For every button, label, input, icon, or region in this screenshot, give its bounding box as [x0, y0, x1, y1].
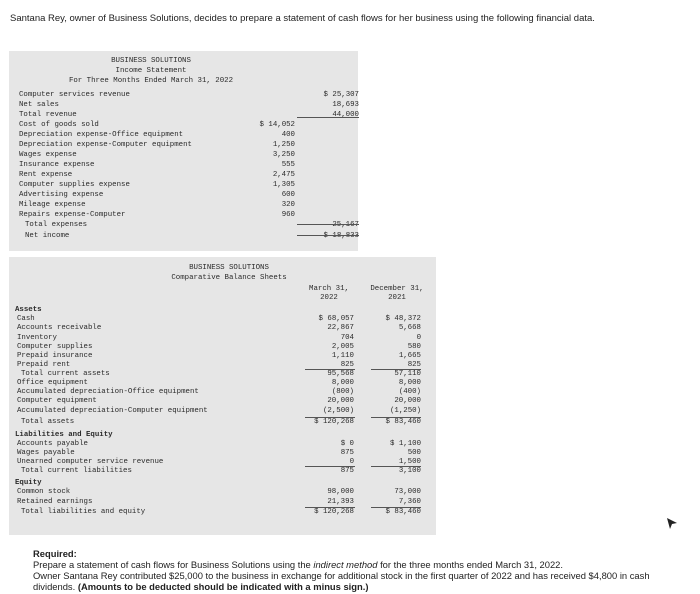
underline [371, 369, 421, 370]
income-row-label: Computer supplies expense [19, 181, 130, 189]
balance-sheet-title: Comparative Balance Sheets [171, 274, 287, 282]
balance-row-december-amount: (400) [398, 388, 421, 396]
underline [305, 507, 355, 508]
balance-row-december-amount: 1,500 [398, 458, 421, 466]
balance-row-label: Accounts payable [17, 440, 88, 448]
balance-row-march-amount: 98,000 [327, 488, 354, 496]
col-header-march-line1: March 31, [309, 285, 349, 293]
balance-row-label: Retained earnings [17, 498, 93, 506]
underline [305, 466, 355, 467]
underline [297, 235, 359, 236]
income-row-label: Computer services revenue [19, 91, 130, 99]
balance-row-label: Accumulated depreciation-Office equipment [17, 388, 199, 396]
underline [371, 507, 421, 508]
balance-row-december-amount: 3,100 [398, 467, 421, 475]
balance-row-march-amount: 95,568 [327, 370, 354, 378]
balance-row-december-amount: 57,110 [394, 370, 421, 378]
income-row-amount-col1: 600 [281, 191, 295, 199]
balance-row-label: Wages payable [17, 449, 75, 457]
balance-row-march-amount: $ 120,268 [314, 418, 354, 426]
balance-row-label: Assets [15, 306, 42, 314]
balance-row-march-amount: (2,500) [322, 407, 354, 415]
balance-row-label: Total liabilities and equity [21, 508, 146, 516]
income-row-label: Advertising expense [19, 191, 104, 199]
balance-row-label: Office equipment [17, 379, 88, 387]
underline [305, 369, 355, 370]
balance-row-label: Computer equipment [17, 397, 97, 405]
balance-row-december-amount: 8,000 [398, 379, 421, 387]
balance-row-label: Cash [17, 315, 35, 323]
balance-row-december-amount: 20,000 [394, 397, 421, 405]
balance-row-march-amount: $ 68,057 [318, 315, 354, 323]
income-row-label: Mileage expense [19, 201, 86, 209]
balance-row-march-amount: $ 120,268 [314, 508, 354, 516]
balance-row-december-amount: 580 [407, 343, 421, 351]
income-row-label: Wages expense [19, 151, 77, 159]
required-section [33, 548, 663, 592]
income-row-amount-col1: 2,475 [272, 171, 295, 179]
balance-sheet-image [9, 257, 436, 535]
income-row-amount-col1: 320 [281, 201, 295, 209]
income-row-label: Depreciation expense-Computer equipment [19, 141, 192, 149]
balance-row-december-amount: 7,360 [398, 498, 421, 506]
income-row-amount-col2: $ 25,307 [323, 91, 359, 99]
col-header-december-line1: December 31, [370, 285, 424, 293]
income-row-amount-col1: 400 [281, 131, 295, 139]
balance-row-march-amount: 22,867 [327, 324, 354, 332]
income-row-label: Cost of goods sold [19, 121, 99, 129]
income-row-label: Net sales [19, 101, 59, 109]
income-row-amount-col2: 44,000 [332, 111, 359, 119]
balance-row-march-amount: 0 [349, 458, 354, 466]
income-row-amount-col1: 960 [281, 211, 295, 219]
balance-sheet-company: BUSINESS SOLUTIONS [189, 264, 269, 272]
balance-row-december-amount: (1,250) [389, 407, 421, 415]
balance-row-label: Equity [15, 479, 42, 487]
income-row-label: Rent expense [19, 171, 73, 179]
required-text-italic: indirect method [313, 559, 378, 570]
balance-row-march-amount: 21,393 [327, 498, 354, 506]
income-row-amount-col2: 25,167 [332, 221, 359, 229]
balance-row-label: Total assets [21, 418, 75, 426]
balance-row-december-amount: 500 [407, 449, 421, 457]
underline [297, 117, 359, 118]
balance-row-december-amount: 73,000 [394, 488, 421, 496]
income-row-label: Net income [25, 232, 70, 240]
required-heading: Required: [33, 548, 77, 559]
income-statement-title: Income Statement [115, 67, 187, 75]
balance-row-march-amount: 2,005 [331, 343, 354, 351]
balance-row-label: Accounts receivable [17, 324, 102, 332]
balance-row-december-amount: $ 48,372 [385, 315, 421, 323]
income-row-amount-col1: $ 14,052 [259, 121, 295, 129]
col-header-december-line2: 2021 [388, 294, 406, 302]
balance-row-label: Prepaid insurance [17, 352, 93, 360]
required-text-bold: (Amounts to be deducted should be indicated with a minus sign.) [77, 581, 369, 592]
income-row-label: Depreciation expense-Office equipment [19, 131, 184, 139]
balance-row-label: Accumulated depreciation-Computer equipment [17, 407, 208, 415]
required-text-line2: Owner Santana Rey contributed $25,000 to the business in exchange for additional stock in the first quarter of 2022 and has received $4,800 in cash dividends. [33, 570, 650, 592]
balance-row-march-amount: 1,110 [331, 352, 354, 360]
balance-row-label: Total current assets [21, 370, 110, 378]
balance-row-december-amount: 1,665 [398, 352, 421, 360]
problem-intro: Santana Rey, owner of Business Solutions, decides to prepare a statement of cash flows for her business using the following financial data. [10, 13, 595, 24]
required-text-part1: Prepare a statement of cash flows for Business Solutions using the [33, 559, 314, 570]
balance-row-march-amount: 20,000 [327, 397, 354, 405]
balance-row-label: Total current liabilities [21, 467, 132, 475]
underline [305, 417, 355, 418]
income-row-label: Insurance expense [19, 161, 95, 169]
income-statement-image [9, 51, 358, 251]
balance-row-march-amount: 704 [340, 334, 354, 342]
income-statement-company: BUSINESS SOLUTIONS [111, 57, 191, 65]
income-row-label: Total revenue [19, 111, 77, 119]
balance-row-march-amount: 825 [340, 361, 354, 369]
underline [371, 417, 421, 418]
income-row-amount-col1: 1,250 [272, 141, 295, 149]
income-row-amount-col1: 3,250 [272, 151, 295, 159]
income-row-amount-col1: 555 [281, 161, 295, 169]
income-row-amount-col1: 1,305 [272, 181, 295, 189]
required-line2 [33, 570, 663, 592]
income-row-label: Total expenses [25, 221, 88, 229]
mouse-cursor-icon [666, 517, 678, 531]
balance-row-march-amount: 875 [340, 467, 354, 475]
balance-row-label: Computer supplies [17, 343, 93, 351]
balance-row-label: Common stock [17, 488, 71, 496]
underline [371, 466, 421, 467]
income-row-amount-col2: $ 18,833 [323, 232, 359, 240]
balance-row-label: Unearned computer service revenue [17, 458, 164, 466]
required-line1 [33, 559, 663, 570]
balance-row-label: Inventory [17, 334, 57, 342]
balance-row-march-amount: (800) [331, 388, 354, 396]
col-header-march-line2: 2022 [320, 294, 338, 302]
balance-row-december-amount: $ 83,460 [385, 508, 421, 516]
balance-row-december-amount: $ 1,100 [389, 440, 421, 448]
income-statement-period: For Three Months Ended March 31, 2022 [68, 77, 234, 85]
balance-row-december-amount: 0 [416, 334, 421, 342]
balance-row-march-amount: $ 0 [340, 440, 354, 448]
balance-row-december-amount: 5,668 [398, 324, 421, 332]
balance-row-december-amount: 825 [407, 361, 421, 369]
balance-row-label: Liabilities and Equity [15, 431, 113, 439]
income-row-label: Repairs expense-Computer [19, 211, 126, 219]
required-text-part2: for the three months ended March 31, 2022. [377, 559, 564, 570]
balance-row-march-amount: 875 [340, 449, 354, 457]
underline [297, 224, 359, 225]
balance-row-label: Prepaid rent [17, 361, 71, 369]
balance-row-march-amount: 8,000 [331, 379, 354, 387]
income-row-amount-col2: 18,693 [332, 101, 359, 109]
balance-row-december-amount: $ 83,460 [385, 418, 421, 426]
